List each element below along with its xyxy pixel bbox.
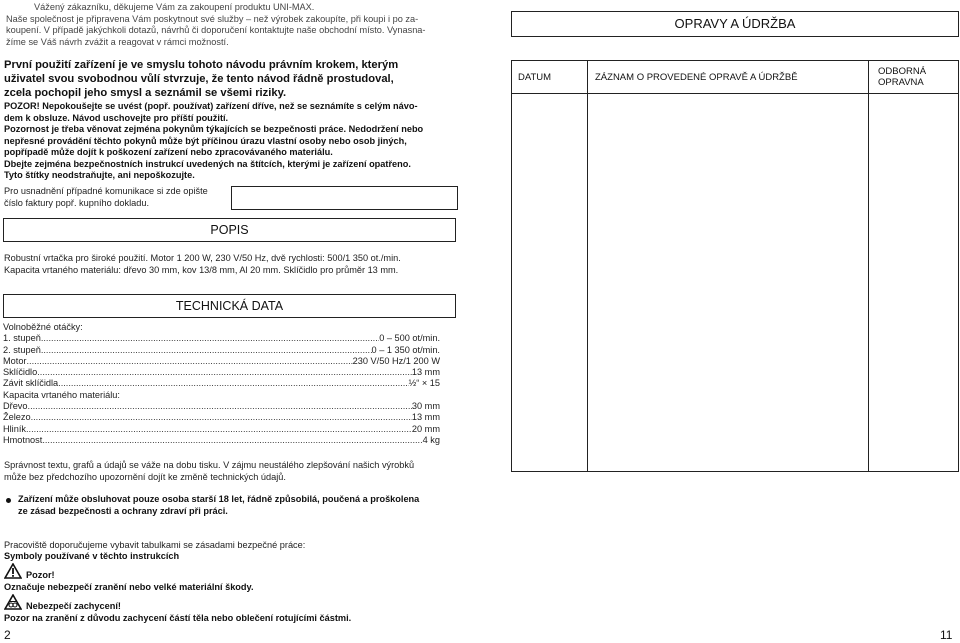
warning-line: Dbejte zejména bezpečnostních instrukcí uvedených na štítcích, kterými je zařízení opatřeno. (4, 158, 411, 169)
spec-row-chuck (3, 367, 440, 378)
intro-text (6, 2, 456, 48)
warning-line: Tyto štítky neodstraňujte, ani nepoškozujte. (4, 170, 195, 180)
disclaimer-text (4, 460, 459, 483)
spec-value: 30 mm (411, 401, 440, 412)
first-use-line: zcela pochopil jeho smysl a seznámil se všemi riziky. (4, 87, 287, 100)
warning-triangle-icon (4, 563, 22, 579)
disclaimer-line: může bez předchozího upozornění dojít ke změně technických údajů. (4, 471, 286, 482)
intro-line: žíme se Váš návrh zvážit a reagovat v rámci možností. (6, 36, 229, 47)
service-heading: OPRAVY A ÚDRŽBA (511, 11, 959, 37)
spec-row-iron (3, 412, 440, 423)
service-record-table (511, 60, 959, 472)
spec-label: Motor (3, 355, 27, 366)
disclaimer-line: Správnost textu, grafů a údajů se váže na dobu tisku. V zájmu neustálého zlepšování našich výrobků (4, 460, 415, 470)
popis-line: Kapacita vrtaného materiálu: dřevo 30 mm, kov 13/8 mm, Al 20 mm. Sklíčidlo pro průměr 13 mm. (4, 264, 399, 275)
spec-row-speed-2 (3, 345, 440, 356)
symbol-name: Nebezpečí zachycení! (26, 601, 121, 611)
first-use-block (4, 58, 459, 101)
spec-value: 13 mm (411, 367, 440, 378)
warning-line: POZOR! Nepokoušejte se uvést (popř. používat) zařízení dříve, než se seznámíte s celým návo- (4, 101, 418, 111)
page-number-left: 2 (4, 628, 11, 642)
spec-value: 230 V/50 Hz/1 200 W (352, 355, 440, 366)
popis-line: Robustní vrtačka pro široké použití. Motor 1 200 W, 230 V/50 Hz, dvě rychlosti: 500/1 350 ot./min. (4, 253, 401, 263)
spec-row-motor (3, 356, 440, 367)
spec-row-speed-1 (3, 333, 440, 344)
popis-text (4, 253, 459, 276)
spec-row-aluminium (3, 424, 440, 435)
spec-row-wood (3, 401, 440, 412)
column-header-record: ZÁZNAM O PROVEDENÉ OPRAVĚ A ÚDRŽBĚ (595, 72, 798, 83)
invoice-number-box[interactable] (231, 186, 458, 210)
intro-line: Vážený zákazníku, děkujeme Vám za zakoupení produktu UNI-MAX. (34, 2, 315, 12)
spec-label: Závit sklíčidla (3, 378, 59, 389)
intro-line: koupení. V případě jakýchkoli dotazů, návrhů či doporučení kontaktujte naše obchodní místo. Vynasna- (6, 25, 426, 36)
warning-line: popřípadě může dojít k poškození zařízení nebo zpracovávaného materiálu. (4, 147, 333, 157)
spec-label: 1. stupeň (3, 333, 41, 344)
spec-label: 2. stupeň (3, 344, 41, 355)
spec-label: Železo (3, 412, 31, 423)
invoice-line: číslo faktury popř. kupního dokladu. (4, 197, 150, 208)
spec-label: Volnoběžné otáčky: (3, 322, 83, 332)
spec-label: Sklíčidlo (3, 367, 38, 378)
invoice-note (4, 186, 224, 209)
spec-value: 13 mm (411, 412, 440, 423)
spec-value: ½“ × 15 (408, 378, 440, 389)
spec-label: Dřevo (3, 401, 28, 412)
spec-value: 4 kg (422, 434, 440, 445)
first-use-line: První použití zařízení je ve smyslu tohoto návodu právním krokem, kterým (4, 59, 399, 71)
spec-row-weight (3, 435, 440, 446)
invoice-line: Pro usnadnění případné komunikace si zde opište (4, 186, 208, 196)
warning-block (4, 101, 459, 182)
spec-row-chuck-thread (3, 378, 440, 389)
entanglement-warning-icon (4, 594, 22, 610)
first-use-line: uživatel svou svobodnou vůlí stvrzuje, že tento návod řádně prostudoval, (4, 73, 394, 86)
popis-heading: POPIS (3, 218, 456, 242)
spec-row-capacity (3, 390, 440, 401)
spec-row-idle-speed (3, 322, 440, 333)
symbols-title: Symboly používané v těchto instrukcích (4, 551, 180, 561)
symbol-desc: Označuje nebezpečí zranění nebo velké materiální škody. (4, 582, 254, 592)
symbols-intro: Pracoviště doporučujeme vybavit tabulkami se zásadami bezpečné práce: (4, 540, 306, 550)
warning-line: dem k obsluze. Návod uschovejte pro příští použití. (4, 112, 229, 123)
page-number-right: 11 (940, 628, 953, 642)
column-header-workshop: ODBORNÁ OPRAVNA (878, 66, 927, 88)
spec-label: Hliník (3, 423, 26, 434)
column-header-date: DATUM (518, 72, 552, 83)
spec-value: 0 – 1 350 ot/min. (371, 344, 440, 355)
bullet-line: Zařízení může obsluhovat pouze osoba starší 18 let, řádně způsobilá, poučená a proškolena (18, 494, 420, 504)
spec-label: Kapacita vrtaného materiálu: (3, 389, 120, 400)
column-divider (587, 61, 588, 471)
intro-line: Naše společnost je připravena Vám poskytnout své služby – než výrobek zakoupíte, při koupi i po za- (6, 13, 419, 24)
tech-spec-list (3, 322, 440, 446)
symbol-desc: Pozor na zranění z důvodu zachycení částí těla nebo oblečení rotujícími částmi. (4, 613, 352, 623)
spec-value: 0 – 500 ot/min. (379, 333, 440, 344)
bullet-item (4, 494, 459, 517)
symbol-name: Pozor! (26, 570, 55, 580)
bullet-dot-icon (6, 498, 11, 503)
spec-value: 20 mm (411, 423, 440, 434)
spec-label: Hmotnost (3, 434, 43, 445)
tech-heading: TECHNICKÁ DATA (3, 294, 456, 318)
column-divider (868, 61, 869, 471)
warning-line: Pozornost je třeba věnovat zejména pokynům týkajících se bezpečnosti práce. Nedodržení nebo (4, 124, 424, 134)
warning-line: nepřesné provádění těchto pokynů může být příčinou úrazu vlastní osoby nebo osob jiných, (4, 135, 407, 146)
bullet-line: ze zásad bezpečnosti a ochrany zdraví při práci. (18, 505, 228, 516)
